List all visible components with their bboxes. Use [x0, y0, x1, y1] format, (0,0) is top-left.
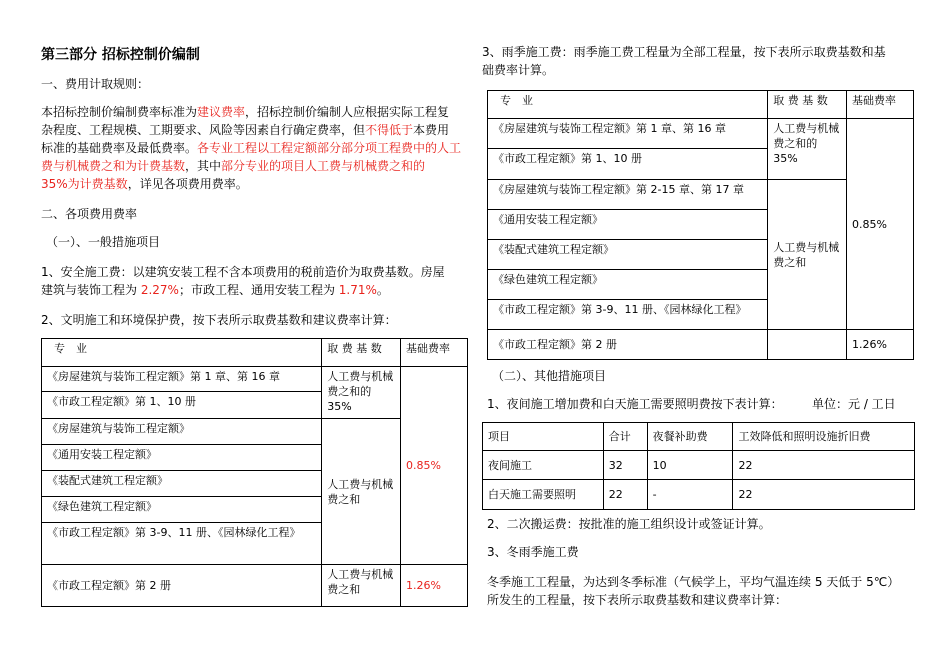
- table-header-row: [42, 339, 468, 367]
- base-cell: 人工费与机械费之和: [322, 565, 401, 607]
- table-cell: 《装配式建筑工程定额》: [42, 471, 322, 497]
- table-cell: 《房屋建筑与装饰工程定额》: [42, 419, 322, 445]
- winter-construction-text: 所发生的工程量，按下表所示取费基数和建议费率计算：: [487, 593, 788, 607]
- rate-cell: 0.85%: [847, 119, 914, 330]
- body-text: 杂程度、工程规模、工期要求、风险等因素自行确定费率，但: [41, 123, 366, 137]
- rate-cell: 1.26%: [847, 330, 914, 360]
- table-cell: 《市政工程定额》第 2 册: [42, 565, 322, 607]
- table-cell: 《市政工程定额》第 3-9、11 册、《园林绿化工程》: [488, 300, 768, 330]
- highlight-text: 部分专业的项目人工费与机械费之和的: [221, 159, 426, 173]
- highlight-text: 2.27%: [140, 283, 179, 297]
- civilization-fee-table: [41, 338, 468, 607]
- rules-line: [41, 122, 449, 138]
- body-text: 1、安全施工费：以建筑安装工程不含本项费用的税前造价为取费基数。房屋: [41, 265, 445, 279]
- rainy-season-text: 3、雨季施工费：雨季施工费工程量为全部工程量，按下表所示取费基数和基: [482, 45, 886, 59]
- table-cell: 《房屋建筑与装饰工程定额》第 2-15 章、第 17 章: [488, 180, 768, 210]
- body-text: 本招标控制价编制费率标准为: [41, 105, 198, 119]
- rules-line: [41, 176, 248, 192]
- table-header-cell: 取 费 基 数: [768, 91, 847, 119]
- table-cell: 《市政工程定额》第 1、10 册: [488, 149, 768, 180]
- rate-cell: 0.85%: [401, 367, 468, 565]
- heading-fee-rules: 一、费用计取规则：: [41, 77, 150, 91]
- table-row: [42, 367, 468, 392]
- highlight-text: 各专业工程以工程定额部分部分项工程费中的人工: [197, 141, 462, 155]
- table-cell: 夜间施工: [483, 451, 604, 480]
- rainy-season-text: 础费率计算。: [482, 63, 555, 77]
- base-cell: [768, 330, 847, 360]
- body-text: 本费用: [413, 123, 450, 137]
- unit-label: 单位：元 / 工日: [812, 397, 896, 411]
- table-header-cell: 专 业: [42, 339, 322, 367]
- table-header-cell: 专 业: [488, 91, 768, 119]
- table-header-cell: 合计: [603, 423, 647, 451]
- table-row: [42, 565, 468, 607]
- safety-fee-line: [41, 264, 445, 280]
- table-cell: 32: [603, 451, 647, 480]
- table-row: [483, 480, 915, 510]
- winter-construction-text: 冬季施工工程量，为达到冬季标准（气候学上，平均气温连续 5 天低于 5℃）: [487, 575, 900, 589]
- base-cell: 人工费与机械费之和: [322, 419, 401, 565]
- heading-winter-rainy: 3、冬雨季施工费: [487, 545, 579, 559]
- table-header-cell: 取 费 基 数: [322, 339, 401, 367]
- secondary-transport-text: 2、二次搬运费：按批准的施工组织设计或签证计算。: [487, 517, 771, 531]
- night-work-text: 1、夜间施工增加费和白天施工需要照明费按下表计算：: [487, 397, 783, 411]
- rules-line: [41, 140, 461, 156]
- civilization-fee-text: 2、文明施工和环境保护费，按下表所示取费基数和建议费率计算：: [41, 313, 397, 327]
- table-row: [483, 451, 915, 480]
- table-cell: 《房屋建筑与装饰工程定额》第 1 章、第 16 章: [488, 119, 768, 149]
- table-cell: 《绿色建筑工程定额》: [42, 497, 322, 523]
- heading-other-measures: （二）、其他措施项目: [492, 369, 607, 383]
- body-text: 标准的基础费率及最低费率。: [41, 141, 198, 155]
- table-header-cell: 夜餐补助费: [647, 423, 733, 451]
- body-text: 建筑与装饰工程为: [41, 283, 141, 297]
- table-cell: 《房屋建筑与装饰工程定额》第 1 章、第 16 章: [42, 367, 322, 392]
- table-cell: 白天施工需要照明: [483, 480, 604, 510]
- table-cell: 《通用安装工程定额》: [42, 445, 322, 471]
- table-cell: 22: [733, 451, 915, 480]
- table-row: [488, 330, 914, 360]
- base-cell: 人工费与机械费之和的 35%: [322, 367, 401, 419]
- rainy-season-table: [487, 90, 914, 360]
- base-cell: 人工费与机械费之和的 35%: [768, 119, 847, 180]
- table-cell: -: [647, 480, 733, 510]
- table-cell: 10: [647, 451, 733, 480]
- table-cell: 《市政工程定额》第 3-9、11 册、《园林绿化工程》: [42, 523, 322, 565]
- table-cell: 《市政工程定额》第 1、10 册: [42, 392, 322, 419]
- table-header-row: [488, 91, 914, 119]
- highlight-text: 建议费率: [197, 105, 246, 119]
- table-header-cell: 基础费率: [401, 339, 468, 367]
- table-header-cell: 工效降低和照明设施折旧费: [733, 423, 915, 451]
- body-text: ，详见各项费用费率。: [127, 177, 248, 191]
- table-cell: 22: [603, 480, 647, 510]
- table-cell: 《装配式建筑工程定额》: [488, 240, 768, 270]
- base-cell: 人工费与机械费之和: [768, 180, 847, 330]
- highlight-text: 不得低于: [365, 123, 414, 137]
- rules-line: [41, 104, 449, 120]
- highlight-text: 35%为计费基数: [41, 177, 128, 191]
- heading-fee-rates: 二、各项费用费率: [41, 207, 138, 221]
- body-text: ；市政工程、通用安装工程为: [178, 283, 339, 297]
- table-row: [488, 119, 914, 149]
- table-cell: 《市政工程定额》第 2 册: [488, 330, 768, 360]
- table-header-cell: 项目: [483, 423, 604, 451]
- heading-general-measures: （一）、一般措施项目: [46, 235, 161, 249]
- body-text: 。: [376, 283, 389, 297]
- highlight-text: 费与机械费之和为计费基数: [41, 159, 186, 173]
- table-cell: 22: [733, 480, 915, 510]
- table-header-cell: 基础费率: [847, 91, 914, 119]
- section-title: 第三部分 招标控制价编制: [41, 47, 200, 63]
- table-cell: 《绿色建筑工程定额》: [488, 270, 768, 300]
- rules-line: [41, 158, 425, 174]
- safety-fee-line: [41, 282, 389, 298]
- table-cell: 《通用安装工程定额》: [488, 210, 768, 240]
- body-text: ，其中: [185, 159, 222, 173]
- highlight-text: 1.71%: [338, 283, 377, 297]
- night-work-table: [482, 422, 915, 510]
- rate-cell: 1.26%: [401, 565, 468, 607]
- body-text: ，招标控制价编制人应根据实际工程复: [245, 105, 450, 119]
- table-header-row: [483, 423, 915, 451]
